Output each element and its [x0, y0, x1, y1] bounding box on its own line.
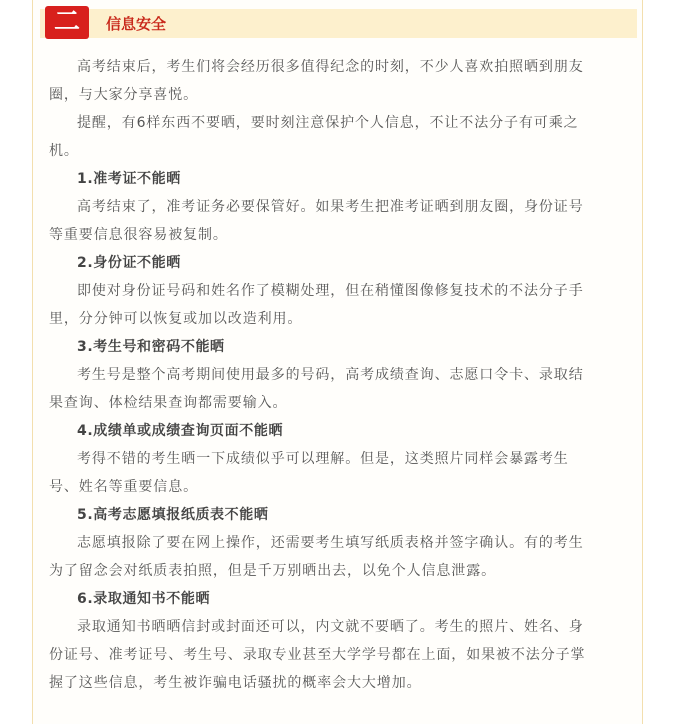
paragraph-line: 考得不错的考生晒一下成绩似乎可以理解。但是，这类照片同样会暴露考生	[77, 451, 569, 467]
paragraph-line: 即使对身份证号码和姓名作了模糊处理，但在稍懂图像修复技术的不法分子手	[77, 283, 584, 299]
subheading: 4.成绩单或成绩查询页面不能晒	[77, 423, 284, 439]
subheading: 3.考生号和密码不能晒	[77, 339, 225, 355]
section-title: 信息安全	[106, 15, 167, 33]
paragraph-line: 握了这些信息，考生被诈骗电话骚扰的概率会大大增加。	[49, 675, 422, 691]
subheading: 5.高考志愿填报纸质表不能晒	[77, 507, 269, 523]
paragraph-line: 果查询、体检结果查询都需要输入。	[49, 395, 288, 411]
paragraph-line: 考生号是整个高考期间使用最多的号码，高考成绩查询、志愿口令卡、录取结	[77, 367, 584, 383]
article-body	[49, 53, 633, 697]
paragraph-line: 提醒，有6样东西不要晒，要时刻注意保护个人信息，不让不法分子有可乘之	[77, 115, 579, 131]
subheading: 6.录取通知书不能晒	[77, 591, 211, 607]
paragraph-line: 号、姓名等重要信息。	[49, 479, 198, 495]
paragraph-line: 里，分分钟可以恢复或加以改造利用。	[49, 311, 303, 327]
subheading: 2.身份证不能晒	[77, 255, 181, 271]
subheading: 1.准考证不能晒	[77, 171, 181, 187]
paragraph-line: 高考结束了，准考证务必要保管好。如果考生把准考证晒到朋友圈，身份证号	[77, 199, 584, 215]
paragraph-line: 等重要信息很容易被复制。	[49, 227, 228, 243]
paragraph-line: 高考结束后，考生们将会经历很多值得纪念的时刻，不少人喜欢拍照晒到朋友	[77, 59, 584, 75]
paragraph-line: 份证号、准考证号、考生号、录取专业甚至大学学号都在上面，如果被不法分子掌	[49, 647, 586, 663]
paragraph-line: 录取通知书晒晒信封或封面还可以，内文就不要晒了。考生的照片、姓名、身	[77, 619, 584, 635]
paragraph-line: 机。	[49, 143, 79, 159]
paragraph-line: 为了留念会对纸质表拍照，但是千万别晒出去，以免个人信息泄露。	[49, 563, 496, 579]
paragraph-line: 圈，与大家分享喜悦。	[49, 87, 198, 103]
section-number-badge: 二	[45, 6, 89, 39]
paragraph-line: 志愿填报除了要在网上操作，还需要考生填写纸质表格并签字确认。有的考生	[77, 535, 584, 551]
